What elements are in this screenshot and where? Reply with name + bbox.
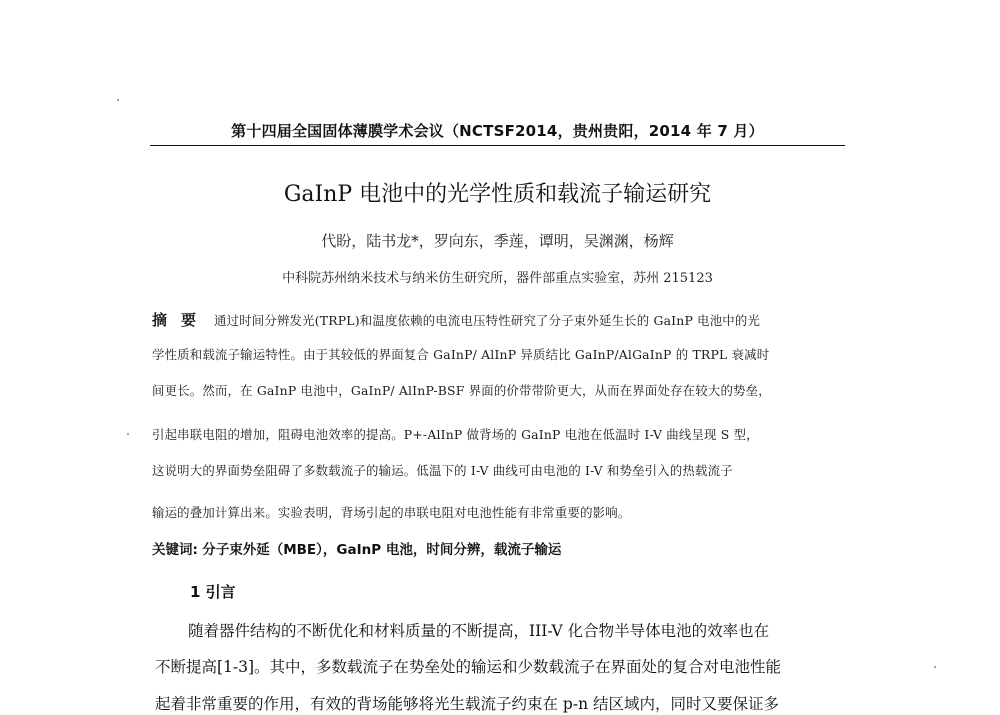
abstract-line: 引起串联电阻的增加，阻碍电池效率的提高。P+-AlInP 做背场的 GaInP 电池在低温时 I-V 曲线呈现 S 型，	[152, 427, 759, 442]
scan-speck	[127, 433, 129, 435]
body-paragraph-line: 不断提高[1-3]。其中，多数载流子在势垒处的输运和少数载流子在界面处的复合对电池性能	[155, 658, 782, 676]
abstract-line: 这说明大的界面势垒阻碍了多数载流子的输运。低温下的 I-V 曲线可由电池的 I-V 和势垒引入的热载流子	[152, 463, 733, 478]
scan-speck	[934, 666, 936, 668]
abstract-line: 间更长。然而，在 GaInP 电池中，GaInP/ AlInP-BSF 界面的价带带阶更大，从而在界面处存在较大的势垒，	[152, 383, 771, 398]
header-rule	[150, 145, 845, 146]
scan-speck	[117, 99, 119, 101]
author-list: 代盼，陆书龙*，罗向东，季莲，谭明，吴渊渊，杨辉	[321, 232, 674, 250]
paper-title: GaInP 电池中的光学性质和载流子输运研究	[283, 182, 712, 207]
body-paragraph-line: 起着非常重要的作用，有效的背场能够将光生载流子约束在 p-n 结区域内，同时又要保证多	[155, 695, 779, 713]
body-paragraph-line: 随着器件结构的不断优化和材料质量的不断提高，III-V 化合物半导体电池的效率也在	[188, 622, 770, 640]
conference-header: 第十四届全国固体薄膜学术会议（NCTSF2014，贵州贵阳，2014 年 7 月）	[231, 122, 764, 140]
section-heading: 1 引言	[190, 583, 236, 601]
keywords-text: 分子束外延（MBE），GaInP 电池，时间分辨，载流子输运	[202, 542, 562, 558]
abstract-label: 摘要	[152, 311, 211, 329]
abstract-text: 通过时间分辨发光(TRPL)和温度依赖的电流电压特性研究了分子束外延生长的 GaInP 电池中的光	[214, 313, 761, 328]
abstract-line: 输运的叠加计算出来。实验表明，背场引起的串联电阻对电池性能有非常重要的影响。	[152, 505, 631, 520]
keywords-line	[152, 541, 846, 559]
abstract-line: 学性质和载流子输运特性。由于其较低的界面复合 GaInP/ AlInP 异质结比 GaInP/AlGaInP 的 TRPL 衰减时	[152, 347, 770, 362]
abstract-line	[152, 311, 846, 330]
affiliation: 中科院苏州纳米技术与纳米仿生研究所，器件部重点实验室，苏州 215123	[282, 271, 713, 286]
keywords-label: 关键词:	[152, 542, 198, 558]
